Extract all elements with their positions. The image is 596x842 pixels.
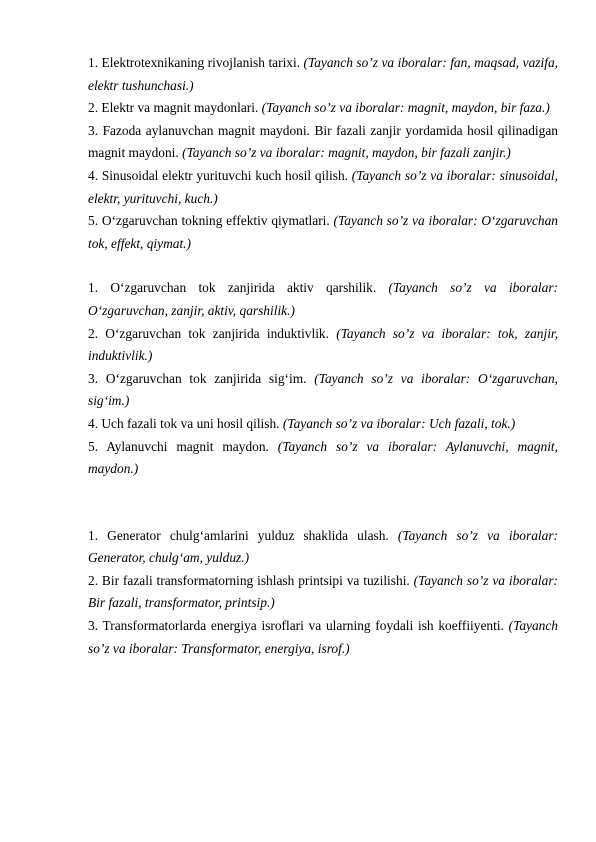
section-spacer xyxy=(88,481,558,525)
topic-item xyxy=(88,615,558,660)
section-spacer xyxy=(88,255,558,277)
topic-item xyxy=(88,368,558,413)
topic-keywords: (Tayanch so’z va iboralar: Generator, chulg‘am, yulduz.) xyxy=(88,527,558,566)
topic-item xyxy=(88,436,558,481)
topic-keywords: (Tayanch so’z va iboralar: O‘zgaruvchan, sig‘im.) xyxy=(88,370,558,409)
topic-item xyxy=(88,165,558,210)
topic-title: 2. Bir fazali transformatorning ishlash printsipi va tuzilishi. xyxy=(88,572,414,588)
topic-item xyxy=(88,210,558,255)
topic-keywords: (Tayanch so’z va iboralar: fan, maqsad, vazifa, elektr tushunchasi.) xyxy=(88,55,558,93)
topic-title: 3. Fazoda aylanuvchan magnit maydoni. Bir fazali zanjir yordamida hosil qilinadigan magnit maydoni. xyxy=(88,122,558,161)
topic-keywords: (Tayanch so’z va iboralar: sinusoidal, elektr, yurituvchi, kuch.) xyxy=(88,167,558,206)
topic-item xyxy=(88,52,558,97)
topic-keywords: (Tayanch so’z va iboralar: magnit, maydon, bir faza.) xyxy=(261,100,550,116)
topic-list-section-3 xyxy=(88,525,558,661)
topic-title: 1. O‘zgaruvchan tok zanjirida aktiv qarshilik. xyxy=(88,280,389,296)
topic-title: 5. O‘zgaruvchan tokning effektiv qiymatlari. xyxy=(88,213,334,229)
topic-title: 4. Uch fazali tok va uni hosil qilish. xyxy=(88,415,283,431)
topic-keywords: (Tayanch so’z va iboralar: tok, zanjir, induktivlik.) xyxy=(88,325,558,364)
document-page xyxy=(88,52,558,660)
topic-keywords: (Tayanch so’z va iboralar: O‘zgaruvchan tok, effekt, qiymat.) xyxy=(88,213,558,251)
topic-title: 3. Transformatorlarda energiya isroflari va ularning foydali ish koeffiiyenti. xyxy=(88,618,509,634)
topic-list-section-2 xyxy=(88,277,558,480)
topic-item xyxy=(88,525,558,570)
topic-keywords: (Tayanch so’z va iboralar: Transformator, energiya, isrof.) xyxy=(88,618,558,656)
topic-keywords: (Tayanch so’z va iboralar: Aylanuvchi, magnit, maydon.) xyxy=(88,438,558,477)
topic-item xyxy=(88,323,558,368)
topic-title: 1. Elektrotexnikaning rivojlanish tarixi. xyxy=(88,55,304,70)
topic-keywords: (Tayanch so’z va iboralar: Bir fazali, transformator, printsip.) xyxy=(88,572,558,611)
topic-keywords: (Tayanch so’z va iboralar: Uch fazali, tok.) xyxy=(282,415,516,431)
topic-title: 2. O‘zgaruvchan tok zanjirida induktivlik. xyxy=(88,325,337,341)
topic-item xyxy=(88,570,558,615)
topic-item xyxy=(88,413,558,436)
topic-list-section-1 xyxy=(88,52,558,255)
topic-item xyxy=(88,97,558,120)
topic-item xyxy=(88,277,558,322)
topic-keywords: (Tayanch so’z va iboralar: magnit, maydon, bir fazali zanjir.) xyxy=(182,145,511,161)
topic-title: 2. Elektr va magnit maydonlari. xyxy=(88,100,262,116)
topic-title: 4. Sinusoidal elektr yurituvchi kuch hosil qilish. xyxy=(88,167,352,183)
topic-title: 1. Generator chulg‘amlarini yulduz shaklida ulash. xyxy=(88,527,398,543)
topic-title: 3. O‘zgaruvchan tok zanjirida sig‘im. xyxy=(88,370,315,386)
topic-keywords: (Tayanch so’z va iboralar: O‘zgaruvchan, zanjir, aktiv, qarshilik.) xyxy=(88,280,558,318)
topic-title: 5. Aylanuvchi magnit maydon. xyxy=(88,438,278,454)
topic-item xyxy=(88,120,558,165)
